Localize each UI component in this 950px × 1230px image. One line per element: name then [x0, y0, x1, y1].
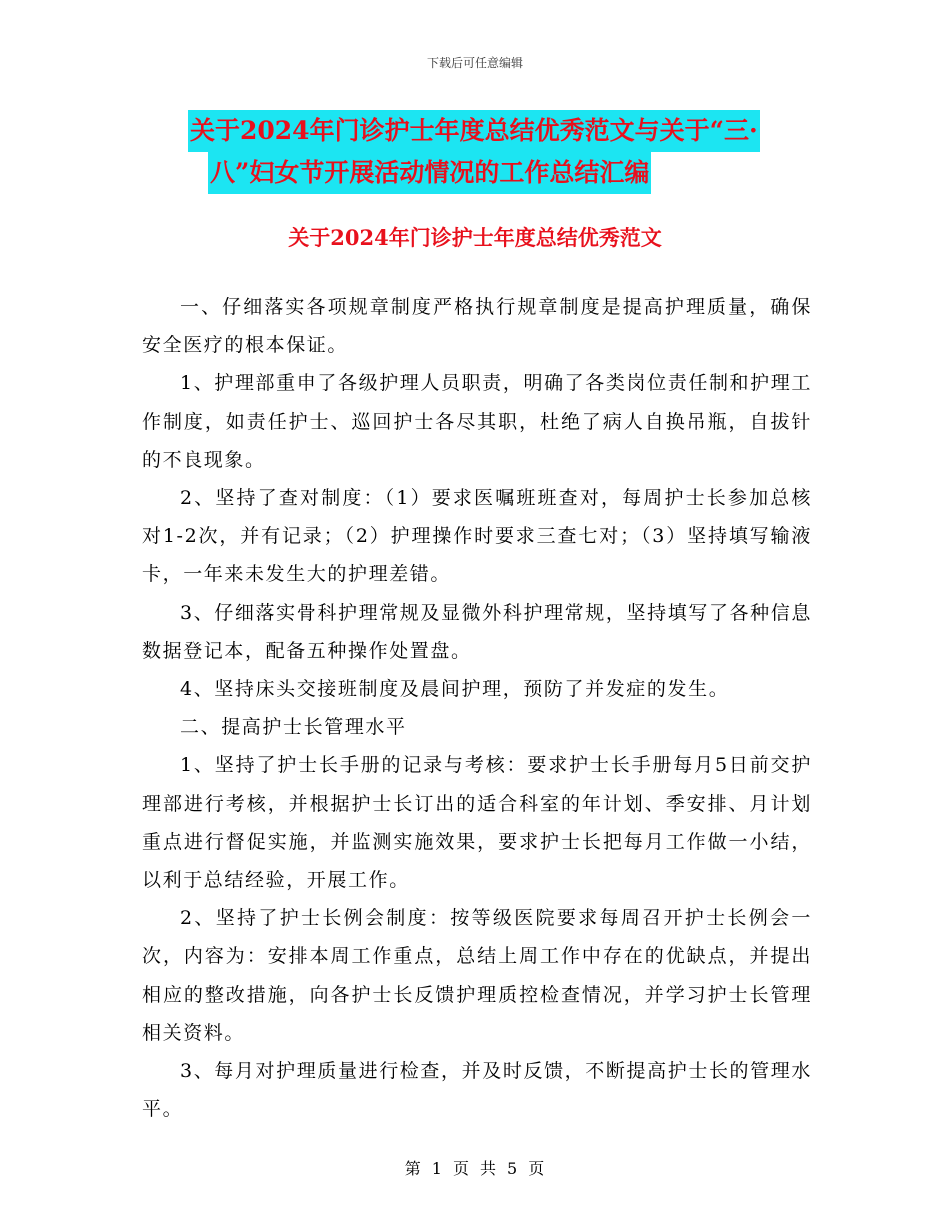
paragraph: 1、坚持了护士长手册的记录与考核：要求护士长手册每月5日前交护理部进行考核，并根据护士长订出的适合科室的年计划、季安排、月计划重点进行督促实施，并监测实施效果，要求护士长把每月工作做一小结，以利于总结经验，开展工作。: [142, 754, 812, 892]
paragraph: 3、每月对护理质量进行检查，并及时反馈，不断提高护士长的管理水平。: [142, 1060, 812, 1121]
footer-prefix: 第: [404, 1159, 422, 1178]
document-body: [142, 288, 812, 1128]
total-pages-number: 5: [507, 1159, 519, 1178]
document-title-line-1: 关于2024年门诊护士年度总结优秀范文与关于“三·: [188, 110, 760, 152]
footer-mid: 页: [452, 1159, 470, 1178]
paragraph: 2、坚持了护士长例会制度：按等级医院要求每周召开护士长例会一次，内容为：安排本周工作重点，总结上周工作中存在的优缺点，并提出相应的整改措施，向各护士长反馈护理质控检查情况，并学习护士长管理相关资料。: [142, 907, 812, 1044]
paragraph: 3、仔细落实骨科护理常规及显微外科护理常规，坚持填写了各种信息数据登记本，配备五种操作处置盘。: [142, 601, 812, 662]
paragraph: 2、坚持了查对制度：（1）要求医嘱班班查对，每周护士长参加总核对1-2次，并有记录；（2）护理操作时要求三查七对；（3）坚持填写输液卡，一年来未发生大的护理差错。: [142, 487, 812, 586]
section-title: 关于2024年门诊护士年度总结优秀范文: [288, 225, 662, 250]
paragraph: 二、提高护士长管理水平: [180, 716, 407, 739]
paragraph: 1、护理部重申了各级护理人员职责，明确了各类岗位责任制和护理工作制度，如责任护士、巡回护士各尽其职，杜绝了病人自换吊瓶，自拔针的不良现象。: [142, 372, 812, 471]
page-footer: [0, 1156, 950, 1179]
header-note: 下载后可任意编辑: [426, 56, 523, 70]
current-page-number: 1: [431, 1159, 443, 1178]
footer-prefix-total: 共: [480, 1159, 498, 1178]
footer-suffix: 页: [528, 1159, 546, 1178]
document-title: [140, 110, 820, 194]
paragraph: 一、仔细落实各项规章制度严格执行规章制度是提高护理质量，确保安全医疗的根本保证。: [142, 296, 812, 357]
paragraph: 4、坚持床头交接班制度及晨间护理，预防了并发症的发生。: [180, 678, 730, 701]
document-title-line-2: 八”妇女节开展活动情况的工作总结汇编: [208, 152, 651, 194]
